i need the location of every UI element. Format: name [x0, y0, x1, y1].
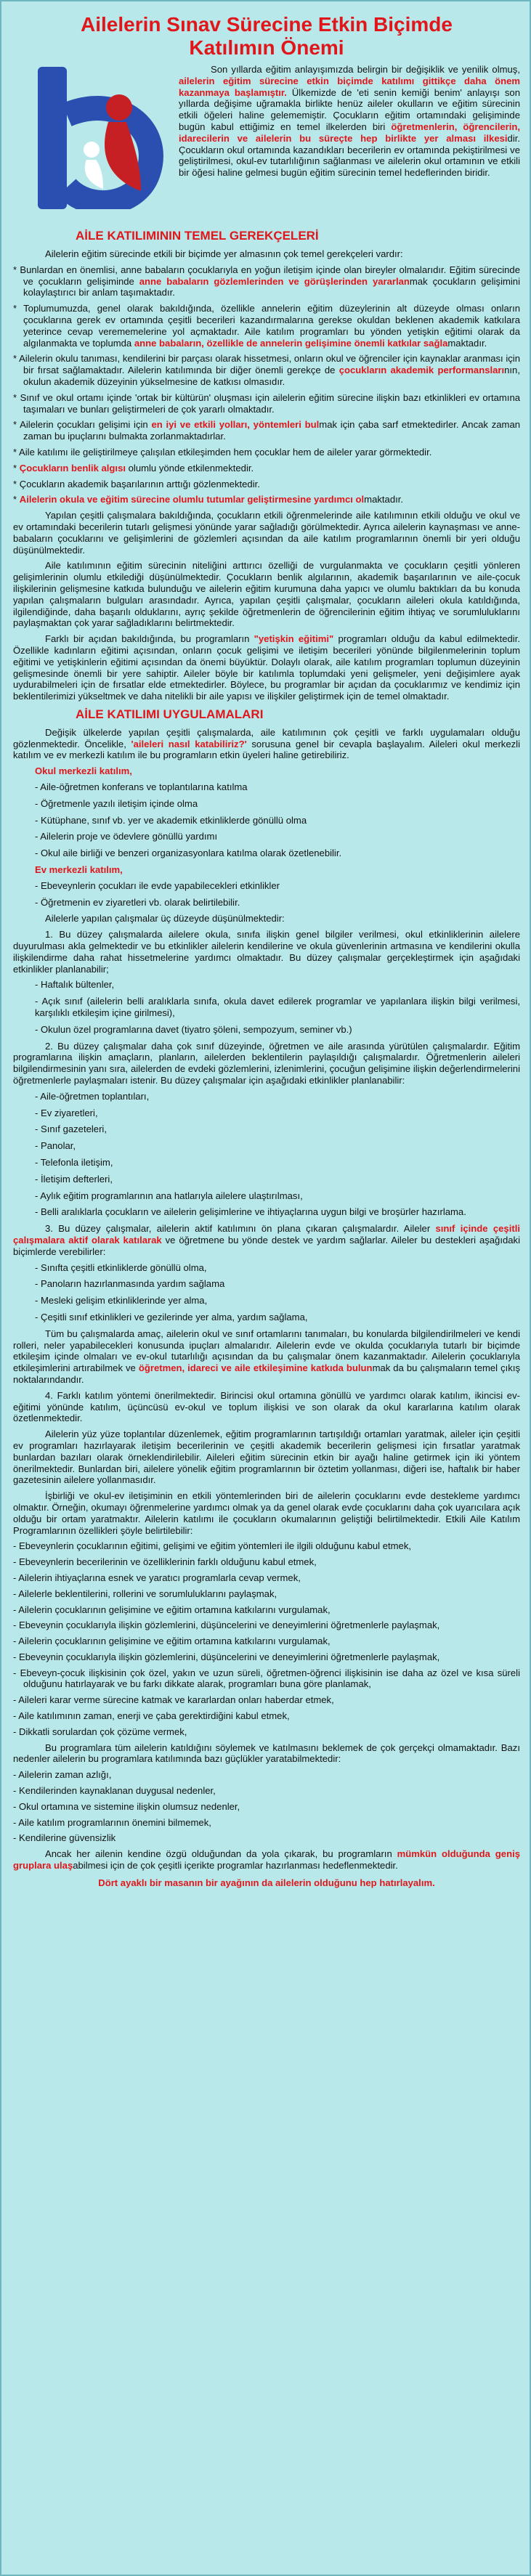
list-item: - İletişim defterleri,	[35, 1173, 113, 1185]
reason-item: * Toplumumuzda, genel olarak bakıldığında, özellikle annelerin eğitim düzeylerinin alt düzeyde olması onların çocuklarına gerek ev ortamında çeşitli becerileri kazandırmalarına gerekse okuldan beklenen akademik katkılara yeterince cevap verememelerine yol açmaktadır. Aile katılım programları bu yönden yetişkin eğitimi olarak da algılanmakta ve toplumda anne babaların, özellikle de annelerin gelişimine önemli katkılar sağlamaktadır.	[13, 303, 520, 349]
difficulties-list	[13, 1769, 520, 1844]
reason-item: * Çocukların benlik algısı olumlu yönde etkilenmektedir.	[13, 462, 254, 474]
list-item: - Aile-öğretmen konferans ve toplantılarına katılma	[35, 781, 248, 793]
level-3-summary: Tüm bu çalışmalarda amaç, ailelerin okul ve sınıf ortamlarını tanımaları, bu konularda bilgilendirilmeleri ve kendi rolleri, neler yapabilecekleri konusunda ipuçları almalarıdır. Ailelerin evde ve okulda çocuklarıyla tutarlı bir biçimde etkileşim içinde olmaları ve ev-okul tutarlılığı açısından da bu çalışmalar önem kazanmaktadır. Ailelerin çocuklarıyla etkileşimlerini artırabilmek ve öğretmen, idareci ve aile etkileşimine katkıda bulunmak da bu çalışmaların temel çıkış noktalarındandır.	[13, 1328, 520, 1385]
intro-block	[13, 64, 520, 224]
cooperation-paragraph: İşbirliği ve okul-ev iletişiminin en etkili yöntemlerinden biri de ailelerin çocuklarını evde destekleme yardımcı olmaktır. Örneğin, okumayı öğrenmelerine yardımcı olmak ya da genel olarak evde çocuklarını daha çok uyarıcılara açık olduğu bir ortam yaratmaktır. Ailelerin katılımı ile çocukların okumalarının geliştiği belirtilmektedir. Etkili Aile Katılım Programlarının özellikleri şöyle belirtilebilir:	[13, 1490, 520, 1536]
list-item: - Aylık eğitim programlarının ana hatlarıyla ailelere ulaştırılması,	[35, 1190, 303, 1201]
closing-paragraph: Ancak her ailenin kendine özgü olduğundan da yola çıkarak, bu programların mümkün olduğunda geniş gruplara ulaşabilmesi için de çok çeşitli içerikte programlar hazırlanması hedeflenmektedir.	[13, 1848, 520, 1872]
reasons-paragraph-3: Farklı bir açıdan bakıldığında, bu programların "yetişkin eğitimi" programları olduğu da kabul edilmektedir. Özellikle kadınların eğitimi açısından, onların çocuk gelişimi ve iletişim becerileri yönünde bilgilenmelerinin toplum eğitimi ve yetişkinlerin eğitimi açısından da önemi büyüktür. Dolaylı olarak, aile katılım programları toplumun düzeyinin gelişmesinde önemli bir yere sahiptir. Aileler böyle bir katılımla toplumdaki yeni gelişmeler, yeni değişimlere ayak uydurabilmeleri için de fırsatlar elde etmektedirler. Böylece, bu programlar bir açıdan da çocuklarımız ve kendimiz için beklentilerimizi yükseltmek ve daha nitelikli bir aile yapısı ve ilişkiler geliştirmek için de temel olmaktadır.	[13, 633, 520, 702]
list-item: - Panolar,	[35, 1140, 76, 1152]
school-based-list	[13, 781, 520, 859]
list-item: - Ebeveyn-çocuk ilişkisinin çok özel, yakın ve uzun süreli, öğretmen-öğrenci ilişkisinin ise daha az özel ve kısa süreli olduğunu hatırlayarak ve bu farkı dikkate alarak, programları buna göre planlamak,	[13, 1667, 520, 1690]
list-item: - Sınıfta çeşitli etkinliklerde gönüllü olma,	[35, 1261, 207, 1273]
features-list	[13, 1540, 520, 1737]
list-item: - Ev ziyaretleri,	[35, 1107, 98, 1118]
list-item: - Aile katılım programlarının önemini bilmemek,	[13, 1816, 211, 1828]
reason-item: * Bunlardan en önemlisi, anne babaların çocuklarıyla en yoğun iletişim içinde olan bireyler olmalarıdır. Eğitim sürecinde ve çocukların gelişiminde anne babaların gözlemlerinden ve görüşlerinden yararlanmak çocukların gelişimini kolaylaştırıcı bir anlam taşımaktadır.	[13, 264, 520, 298]
list-item: - Panoların hazırlanmasında yardım sağlama	[35, 1278, 225, 1290]
list-item: - Okul aile birliği ve benzeri organizasyonlara katılma olarak özetlenebilir.	[35, 848, 342, 859]
list-item: - Ailelerin proje ve ödevlere gönüllü yardımı	[35, 831, 218, 842]
title-line-2: Katılımın Önemi	[189, 36, 344, 59]
reason-item: * Aile katılımı ile geliştirilmeye çalışılan etkileşimden hem çocuklar hem de aileler yarar görmektedir.	[13, 446, 432, 458]
reason-item: * Çocukların akademik başarılarının arttığı gözlenmektedir.	[13, 478, 260, 489]
list-item: - Ailelerin çocuklarının gelişimine ve eğitim ortamına katkılarını vurgulamak,	[13, 1604, 331, 1615]
list-item: - Kendilerinden kaynaklanan duygusal nedenler,	[13, 1785, 216, 1797]
school-based-heading: Okul merkezli katılım,	[35, 765, 132, 777]
list-item: - Açık sınıf (ailelerin belli aralıklarla sınıfa, okula davet edilerek programlar ve yapılanlara ilişkin bilgi verilmesi, karşılıklı etkileşim içine girilmesi),	[35, 996, 520, 1019]
methods-paragraph: Ailelerin yüz yüze toplantılar düzenlemek, eğitim programlarının tartışıldığı ortamları yaratmak, aileler için çeşitli ev programları hazırlayarak iletişim becerilerinin ve çeşitli akademik becerilerin gelişmesi için fırsatlar yaratmak bunlardan bazıları olarak örneklendirilebilir. Aileleri eğitim sürecinin etkin bir ayağı haline getirmek için iki yöntem önerilmektedir. Bunlardan biri, ailelere yönelik eğitim programlarının bir öztetim yollanması, diğeri ise, haftalık bir haber gazetesinin ailelere yollanmasıdır.	[13, 1429, 520, 1486]
footer-slogan: Dört ayaklı bir masanın bir ayağının da ailelerin olduğunu hep hatırlayalım.	[98, 1877, 435, 1888]
level-1-paragraph: 1. Bu düzey çalışmalarda ailelere okula, sınıfa ilişkin genel bilgiler verilmesi, okul etkinliklerinin ailelere duyurulması akla gelmektedir ve bu etkinlikler ailelerin kendilerine ve okula güvenlerinin artmasına ve kendilerini okulla ilişkilendirme daha rahat hissetmelerine yardımcı olmaktadır. Bu düzey çalışmalar gerçekleştirmek için aşağıdaki etkinlikler planlanabilir;	[13, 929, 520, 975]
practices-intro: Değişik ülkelerde yapılan çeşitli çalışmalarda, aile katılımının çok çeşitli ve farklı uygulamaları olduğu gözlenmektedir. Öncelikle, 'aileleri nasıl katabiliriz?' sorusuna genel bir cevapla başlayalım. Aileleri okul merkezli katılım ve ev merkezli katılım ile bu programların etkin üyeleri haline getirebiliriz.	[13, 726, 520, 761]
list-item: - Aileleri karar verme sürecine katmak ve kararlardan onları haberdar etmek,	[13, 1694, 334, 1706]
reasons-lead: Ailelerin eğitim sürecinde etkili bir biçimde yer almasının çok temel gerekçeleri vardır:	[45, 248, 403, 259]
difficulties-lead: Bu programlara tüm ailelerin katıldığını söylemek ve katılmasını beklemek de çok gerçekçi olmamaktadır. Bazı nedenler ailelerin bu programlara katılımında bazı güçlükler yaratabilmektedir:	[13, 1742, 520, 1765]
list-item: - Kütüphane, sınıf vb. yer ve akademik etkinliklerde gönüllü olma	[35, 814, 307, 826]
list-item: - Ebeveynlerin çocukları ile evde yapabilecekleri etkinlikler	[35, 879, 280, 891]
level-3-paragraph: 3. Bu düzey çalışmalar, ailelerin aktif katılımını ön plana çıkaran çalışmalardır. Aileler sınıf içinde çeşitli çalışmalara aktif olarak katılarak ve öğretmene bu yönde destek ve yardım sağlarlar. Aileler bu destekleri aşağıdaki biçimlerde verebilirler:	[13, 1223, 520, 1257]
reasons-paragraph-2: Aile katılımının eğitim sürecinin niteliğini arttırıcı özelliği de vurgulanmakta ve çocukların çeşitli yönleren gelişimlerinin olumlu etkilediği düşünülmektedir. Çocukların benlik algılarının, akademik başarılarının ve aile-çocuk ilişkilerinin gelişmesine katkıda bulunduğu ve ailelerin eğitim kurumuna daha yapıcı ve olumlu baktıkları da bu konuda yapılan çalışmaların bulguları arasındadır. Ayrıca, yapılan çeşitli çalışmalar, çocukların aileleri okula katıldığında, ilgilendiğinde, daha başarılı olduklarını, ayrıç şekilde öğretmenlerin de öğrencilerinin eğitim ihtiyaç ve sorumluluklarını paylaşmaktan çok yarar sağladıklarını belirtmektedir.	[13, 560, 520, 629]
home-based-heading: Ev merkezli katılım,	[35, 864, 123, 876]
poster-content	[13, 13, 520, 2562]
list-item: - Okulun özel programlarına davet (tiyatro şöleni, sempozyum, seminer vb.)	[35, 1023, 352, 1035]
reason-item: * Ailelerin okulu tanıması, kendilerini bir parçası olarak hissetmesi, onların okul ve öğrenciler için kaynaklar aranması için bir fırsat sağlamaktadır. Ailelerin katılımında bir diğer önemli gerekçe de çocukların akademik performanslarının, okulun akademik düzeyinin yükselmesine de katkısı olmasıdır.	[13, 353, 520, 387]
list-item: - Dikkatli sorulardan çok çözüme vermek,	[13, 1726, 187, 1737]
section-heading-practices: AİLE KATILIMI UYGULAMALARI	[76, 707, 264, 721]
list-item: - Okul ortamına ve sistemine ilişkin olumsuz nedenler,	[13, 1800, 240, 1812]
list-item: - Çeşitli sınıf etkinlikleri ve gezilerinde yer alma, yardım sağlama,	[35, 1311, 308, 1322]
list-item: - Ebeveynin çocuklarıyla ilişkin gözlemlerini, düşüncelerini ve deneyimlerini öğretmenlerle paylaşmak,	[13, 1651, 440, 1662]
list-item: - Ailelerin zaman azlığı,	[13, 1769, 112, 1781]
list-item: - Ailelerle beklentilerini, rollerini ve sorumluluklarını paylaşmak,	[13, 1588, 277, 1599]
level-2-paragraph: 2. Bu düzey çalışmalar daha çok sınıf düzeyinde, öğretmen ve aile arasında yürütülen çalışmalardır. Eğitim programlarına ilişkin amaçların, planların, ailelerden beklentilerin paylaşıldığı çalışmalardır. Öğretmenlerin aileleri bilgilendirmesinin yanı sıra, ailelerden de evdeki gözlemlerini, izlenimlerini, çocuğun gelişimine ilişkin değerlendirmelerini öğretmenlerle paylaşmaları istenir. Bu düzey çalışmalar için aşağıdaki etkinlikler planlanabilir:	[13, 1040, 520, 1086]
level-2-list	[13, 1091, 520, 1218]
title-line-1: Ailelerin Sınav Sürecine Etkin Biçimde	[81, 13, 453, 36]
list-item: - Aile katılımının zaman, enerji ve çaba gerektirdiğini kabul etmek,	[13, 1710, 290, 1722]
list-item: - Öğretmenin ev ziyaretleri vb. olarak belirtilebilir.	[35, 896, 240, 908]
reason-item: * Ailelerin okula ve eğitim sürecine olumlu tutumlar geliştirmesine yardımcı olmaktadır.	[13, 494, 404, 505]
list-item: - Haftalık bültenler,	[35, 979, 115, 991]
list-item: - Ebeveynlerin çocuklarının eğitimi, gelişimi ve eğitim yöntemleri ile ilgili olduğunu kabul etmek,	[13, 1540, 412, 1552]
section-heading-reasons: AİLE KATILIMININ TEMEL GEREKÇELERİ	[76, 229, 319, 243]
level-1-list	[13, 979, 520, 1035]
list-item: - Sınıf gazeteleri,	[35, 1124, 107, 1135]
level-4-paragraph: 4. Farklı katılım yöntemi önerilmektedir. Birincisi okul ortamına gönüllü ve yardımcı olarak katılım, ikincisi ev-eğitimi yönünde katılım, üçüncüsü ev-okul ve toplum ilişkisi ve son olarak da okul kararlarına katılım olarak özetlenmektedir.	[13, 1389, 520, 1424]
level-3-list	[13, 1262, 520, 1323]
list-item: - Ebeveynin çocuklarıyla ilişkin gözlemlerini, düşüncelerini ve deneyimlerini öğretmenlerle paylaşmak,	[13, 1620, 440, 1631]
list-item: - Kendilerine güvensizlik	[13, 1832, 116, 1844]
list-item: - Mesleki gelişim etkinliklerinde yer alma,	[35, 1295, 208, 1307]
page-title	[13, 13, 520, 60]
list-item: - Ailelerin çocuklarının gelişimine ve eğitim ortamına katkılarını vurgulamak,	[13, 1636, 331, 1647]
reason-item: * Sınıf ve okul ortamı içinde 'ortak bir kültürün' oluşması için ailelerin eğitim sürecine ilişkin bazı etkinlikleri ev ortamına taşımaları ve bunları geliştirmeleri de çok yararlı olmaktadır.	[13, 391, 520, 415]
intro-paragraph: Son yıllarda eğitim anlayışımızda belirgin bir değişiklik ve yenilik olmuş, ailelerin eğitim sürecine etkin biçimde katılımı gittikçe daha önem kazanmaya başlamıştır. Ülkemizde de 'eti senin kemiği benim' anlayışı son yıllarda değişime uğramakla birlikte henüz aileler okulların ve eğitim sürecinin etkili öğeleri haline gelememiştir. Çocukların eğitim ortamındaki gelişiminde bugün kabul ettiğimiz en temel ilkelerden biri öğretmenlerin, öğrencilerin, idarecilerin ve ailelerin bu süreçte hep birlikte yer alması ilkesidir. Çocukların okul ortamında kazandıkları becerilerin ev ortamında pekiştirilmesi ve geliştirilmesi, okul-ev tutarlılığının sağlanması ve ailelerin okul ortamının ve etkili bir öğesi haline gelmesi bugün eğitim sürecinin temel hedeflerinden biridir.	[179, 64, 520, 179]
reason-item: * Ailelerin çocukları gelişimi için en iyi ve etkili yolları, yöntemleri bulmak için çaba sarf etmektedirler. Ancak zaman zaman bu ipuçlarını bulmakta zorlanmaktadırlar.	[13, 419, 520, 442]
list-item: - Ebeveynlerin becerilerinin ve özelliklerinin farklı olduğunu kabul etmek,	[13, 1556, 317, 1568]
list-item: - Telefonla iletişim,	[35, 1157, 113, 1168]
list-item: - Ailelerin ihtiyaçlarına esnek ve yaratıcı programlarla cevap vermek,	[13, 1572, 301, 1583]
reasons-paragraph-1: Yapılan çeşitli çalışmalara bakıldığında, çocukların etkili öğrenmelerinde aile katılımının etkili olduğu ve okul ve ev ortamındaki becerilerin tutarlı gelişmesi yönünde yarar sağladığı görülmektedir. Ayrıca ailelerin kaynaşması ve anne-babaların çocuklarını ve gelişimlerini de gözlemleri açısından da aile katılım programlarının önemli bir yeri olduğu düşünülmektedir.	[13, 510, 520, 556]
family-logo-icon	[32, 64, 170, 209]
list-item: - Aile-öğretmen toplantıları,	[35, 1090, 150, 1102]
list-item: - Belli aralıklarla çocukların ve ailelerin gelişimlerine ve ihtiyaçlarına uygun bilgi ve broşürler hazırlama.	[35, 1206, 466, 1218]
home-based-list	[13, 880, 520, 909]
levels-lead: Ailelerle yapılan çalışmalar üç düzeyde düşünülmektedir:	[45, 913, 285, 925]
list-item: - Öğretmenle yazılı iletişim içinde olma	[35, 797, 198, 809]
